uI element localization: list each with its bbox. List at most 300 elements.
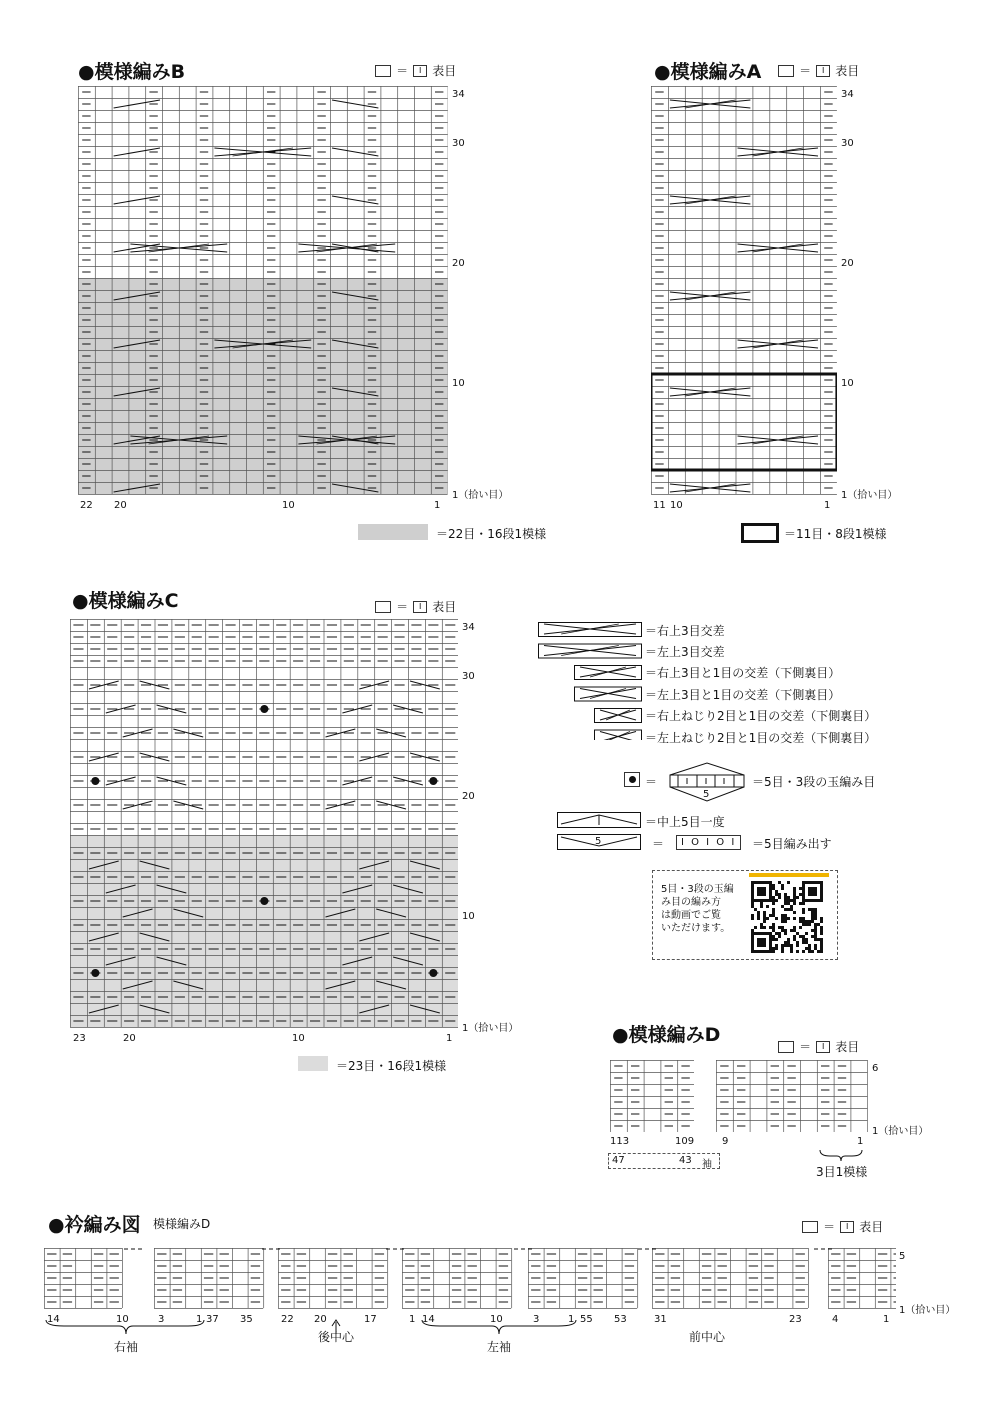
qr-module: [808, 920, 811, 923]
qr-module: [805, 938, 808, 941]
legend-left-3-1-cross: ＝左上3目と1目の交差（下側裏目）: [645, 688, 841, 702]
collar-col-14b: 14: [422, 1314, 435, 1325]
chart-c-row-34: 34: [462, 622, 475, 633]
qr-module: [805, 920, 808, 923]
qr-module: [772, 908, 775, 911]
qr-module: [802, 917, 805, 920]
cable-stroke: [752, 340, 803, 348]
qr-module: [802, 911, 805, 914]
cable-stroke: [561, 646, 619, 656]
chart-a-col-1: 1: [824, 500, 831, 511]
chart-c-grid: [70, 619, 458, 1029]
qr-module: [784, 917, 787, 920]
qr-module: [775, 890, 778, 893]
qr-module: [772, 950, 775, 953]
chart-c-repeat-note: ＝23目・16段1模様: [336, 1059, 447, 1073]
qr-module: [781, 905, 784, 908]
collar-col-37: 37: [206, 1314, 219, 1325]
collar-col-22: 22: [281, 1314, 294, 1325]
qr-accent-bar: [749, 873, 829, 877]
legend-right-3-cross: ＝右上3目交差: [645, 624, 725, 638]
equals-sign: ＝: [823, 1220, 836, 1234]
qr-module: [793, 890, 796, 893]
chart-d-repeat-note: 3目1模様: [816, 1165, 868, 1179]
chart-d-sleeve-label: 袖: [702, 1159, 712, 1170]
chart-b-row-20: 20: [452, 258, 465, 269]
chart-c-col-1: 1: [446, 1033, 453, 1044]
knit-label: 表目: [835, 64, 860, 78]
qr-module: [772, 923, 775, 926]
qr-module: [808, 944, 811, 947]
qr-module: [799, 917, 802, 920]
blank-cell-icon: [778, 1041, 794, 1053]
chart-c-repeat-swatch: [298, 1056, 328, 1071]
collar-block: [652, 1248, 809, 1309]
collar-col-55: 55: [580, 1314, 593, 1325]
qr-module: [793, 902, 796, 905]
chart-b-col-20: 20: [114, 500, 127, 511]
knit-label: 表目: [432, 64, 457, 78]
chart-a-title: ●模様編みA: [654, 61, 762, 83]
qr-module: [760, 926, 763, 929]
chart-a-symbol-legend: [778, 60, 859, 79]
chart-b-row-10: 10: [452, 378, 465, 389]
qr-module: [784, 893, 787, 896]
qr-note-text: 5目・3段の玉編 み目の編み方 は動画でご覧 いただけます。: [661, 884, 734, 934]
qr-module: [754, 908, 757, 911]
qr-module: [763, 920, 766, 923]
cable-stroke: [561, 624, 619, 634]
chart-c-col-10: 10: [292, 1033, 305, 1044]
qr-module: [751, 917, 754, 920]
collar-col-1a: 1: [196, 1314, 203, 1325]
chart-d-col-113: 113: [610, 1136, 630, 1147]
chart-c-row-10: 10: [462, 911, 475, 922]
qr-module: [790, 947, 793, 950]
qr-module: [817, 938, 820, 941]
qr-module: [790, 944, 793, 947]
qr-module: [793, 896, 796, 899]
qr-module: [799, 920, 802, 923]
qr-module: [790, 899, 793, 902]
qr-module: [784, 944, 787, 947]
qr-module: [760, 905, 763, 908]
qr-module: [820, 920, 823, 923]
qr-module: [775, 944, 778, 947]
qr-module: [790, 950, 793, 953]
qr-module: [784, 929, 787, 932]
qr-module: [781, 914, 784, 917]
qr-module: [754, 926, 757, 929]
qr-module: [808, 908, 811, 911]
qr-module: [781, 917, 784, 920]
collar-col-20: 20: [314, 1314, 327, 1325]
increase-equals: ＝: [652, 837, 665, 851]
chart-b-row-34: 34: [452, 89, 465, 100]
qr-module: [793, 938, 796, 941]
qr-module: [772, 926, 775, 929]
qr-module: [808, 950, 811, 953]
cable-stroke: [685, 292, 736, 300]
qr-module: [793, 935, 796, 938]
qr-module: [796, 950, 799, 953]
legend-left-twist-cross: ＝左上ねじり2目と1目の交差（下側裏目）: [645, 731, 877, 745]
chart-c-row-20: 20: [462, 791, 475, 802]
bobble-dot: [260, 705, 268, 713]
qr-module: [811, 950, 814, 953]
collar-col-1d: 1: [883, 1314, 890, 1325]
collar-col-3a: 3: [158, 1314, 165, 1325]
qr-module: [775, 947, 778, 950]
chart-a-col-11: 11: [653, 500, 666, 511]
qr-module: [820, 947, 823, 950]
collar-row-1: 1（拾い目）: [899, 1305, 956, 1316]
qr-module: [814, 935, 817, 938]
qr-module: [784, 908, 787, 911]
qr-finder: [757, 887, 766, 896]
qr-module: [784, 941, 787, 944]
equals-sign: ＝: [396, 600, 409, 614]
knit-symbol-icon: I: [413, 601, 427, 613]
qr-module: [772, 899, 775, 902]
qr-module: [811, 920, 814, 923]
qr-module: [787, 941, 790, 944]
chart-a-col-10: 10: [670, 500, 683, 511]
qr-module: [772, 902, 775, 905]
qr-module: [796, 941, 799, 944]
collar-block: [154, 1248, 264, 1309]
equals-sign: ＝: [799, 64, 812, 78]
knit-label: 表目: [432, 600, 457, 614]
qr-module: [784, 932, 787, 935]
cable-stroke: [590, 689, 626, 699]
chart-a-row-10: 10: [841, 378, 854, 389]
chart-d-brace-icon: [818, 1148, 864, 1162]
collar-left-sleeve: 左袖: [487, 1340, 512, 1354]
qr-module: [784, 920, 787, 923]
qr-module: [781, 887, 784, 890]
qr-module: [802, 941, 805, 944]
qr-module: [820, 926, 823, 929]
legend-left-3-cross: ＝左上3目交差: [645, 645, 725, 659]
qr-module: [820, 938, 823, 941]
chart-d-col-109: 109: [675, 1136, 695, 1147]
collar-back-center: 後中心: [318, 1330, 355, 1344]
cable-stroke: [233, 148, 293, 156]
collar-title: ●衿編み図: [48, 1214, 141, 1236]
qr-module: [781, 926, 784, 929]
collar-block: [44, 1248, 123, 1309]
qr-module: [811, 908, 814, 911]
chart-d-col-9: 9: [722, 1136, 729, 1147]
qr-module: [775, 917, 778, 920]
qr-module: [784, 914, 787, 917]
increase-count: 5: [595, 836, 602, 847]
qr-module: [772, 896, 775, 899]
qr-module: [772, 887, 775, 890]
qr-module: [787, 881, 790, 884]
qr-module: [802, 950, 805, 953]
collar-right-sleeve: 右袖: [114, 1340, 139, 1354]
qr-module: [757, 911, 760, 914]
qr-module: [802, 923, 805, 926]
qr-module: [799, 887, 802, 890]
qr-module: [814, 938, 817, 941]
cable-stroke: [752, 244, 803, 252]
qr-module: [772, 914, 775, 917]
chart-c-col-23: 23: [73, 1033, 86, 1044]
qr-module: [793, 893, 796, 896]
chart-d-title: ●模様編みD: [612, 1024, 721, 1046]
qr-module: [814, 944, 817, 947]
qr-module: [751, 929, 754, 932]
cable-stroke: [590, 667, 626, 677]
bobble-dot: [91, 777, 99, 785]
qr-module: [808, 923, 811, 926]
qr-module: [811, 917, 814, 920]
qr-module: [814, 923, 817, 926]
collar-col-35: 35: [240, 1314, 253, 1325]
qr-module: [793, 929, 796, 932]
chart-b-col-1: 1: [434, 500, 441, 511]
knit-label: 表目: [835, 1040, 860, 1054]
qr-module: [787, 896, 790, 899]
qr-module: [751, 905, 754, 908]
qr-module: [805, 932, 808, 935]
qr-module: [808, 947, 811, 950]
repeat-shade: [70, 835, 458, 1027]
qr-module: [775, 938, 778, 941]
qr-finder: [757, 938, 766, 947]
qr-module: [820, 917, 823, 920]
chart-d-sleeve-43: 43: [679, 1155, 692, 1166]
qr-module: [820, 944, 823, 947]
qr-module: [751, 902, 754, 905]
qr-module: [790, 908, 793, 911]
blank-cell-icon: [802, 1221, 818, 1233]
qr-module: [790, 905, 793, 908]
collar-block: [402, 1248, 512, 1309]
qr-module: [817, 923, 820, 926]
collar-subtitle: 模様編みD: [153, 1217, 211, 1231]
qr-module: [793, 911, 796, 914]
legend-right-3-1-cross: ＝右上3目と1目の交差（下側裏目）: [645, 666, 841, 680]
qr-module: [817, 950, 820, 953]
qr-module: [778, 881, 781, 884]
qr-module: [796, 896, 799, 899]
qr-module: [802, 908, 805, 911]
equals-sign: ＝: [396, 64, 409, 78]
qr-module: [772, 935, 775, 938]
qr-module: [787, 899, 790, 902]
qr-module: [814, 929, 817, 932]
qr-module: [751, 914, 754, 917]
qr-module: [757, 917, 760, 920]
collar-col-31: 31: [654, 1314, 667, 1325]
chart-d-sleeve-47: 47: [612, 1155, 625, 1166]
bobble-equals: ＝: [645, 775, 658, 789]
repeat-shade: [78, 278, 448, 494]
qr-module: [778, 926, 781, 929]
qr-module: [787, 908, 790, 911]
qr-module: [778, 893, 781, 896]
chart-d-col-1: 1: [857, 1136, 864, 1147]
collar-col-17: 17: [364, 1314, 377, 1325]
qr-module: [820, 929, 823, 932]
qr-finder: [808, 887, 817, 896]
qr-module: [814, 932, 817, 935]
bobble-count: 5: [703, 789, 710, 800]
chart-a-row-30: 30: [841, 138, 854, 149]
qr-module: [775, 899, 778, 902]
qr-module: [799, 893, 802, 896]
qr-module: [769, 914, 772, 917]
qr-module: [778, 932, 781, 935]
chart-a-repeat-note: ＝11目・8段1模様: [784, 527, 887, 541]
qr-module: [799, 902, 802, 905]
chart-c-col-20: 20: [123, 1033, 136, 1044]
chart-b-repeat-note: ＝22目・16段1模様: [436, 527, 547, 541]
collar-col-53: 53: [614, 1314, 627, 1325]
legend-right-twist-cross: ＝右上ねじり2目と1目の交差（下側裏目）: [645, 709, 877, 723]
increase-sequence: I O I O I: [676, 835, 741, 850]
chart-b-grid: [78, 86, 448, 496]
chart-d-symbol-legend: [778, 1036, 859, 1055]
qr-module: [781, 950, 784, 953]
chart-b-row-1: 1（拾い目）: [452, 490, 509, 501]
qr-module: [769, 926, 772, 929]
bobble-dot: [429, 777, 437, 785]
qr-module: [766, 917, 769, 920]
bobble-cell: [624, 772, 640, 787]
qr-module: [805, 941, 808, 944]
collar-symbol-legend: [802, 1216, 883, 1235]
bobble-dot: [91, 969, 99, 977]
qr-module: [784, 899, 787, 902]
collar-block: [828, 1248, 896, 1309]
cable-stroke: [752, 148, 803, 156]
qr-code-icon[interactable]: [751, 881, 823, 953]
equals-sign: ＝: [799, 1040, 812, 1054]
qr-module: [781, 920, 784, 923]
qr-module: [772, 947, 775, 950]
chart-a-row-20: 20: [841, 258, 854, 269]
qr-module: [811, 929, 814, 932]
chart-b-symbol-legend: [375, 60, 456, 79]
qr-module: [793, 926, 796, 929]
collar-col-1b: 1: [409, 1314, 416, 1325]
qr-module: [790, 929, 793, 932]
collar-col-1c: 1: [568, 1314, 575, 1325]
qr-module: [775, 932, 778, 935]
bobble-dot: [429, 969, 437, 977]
qr-module: [802, 938, 805, 941]
qr-module: [793, 887, 796, 890]
qr-module: [784, 896, 787, 899]
collar-col-10b: 10: [490, 1314, 503, 1325]
qr-module: [805, 923, 808, 926]
chart-b-col-10: 10: [282, 500, 295, 511]
collar-block: [528, 1248, 638, 1309]
qr-module: [814, 917, 817, 920]
qr-module: [793, 899, 796, 902]
qr-module: [763, 914, 766, 917]
cable-symbols: [538, 620, 642, 740]
qr-module: [784, 902, 787, 905]
chart-b-col-22: 22: [80, 500, 93, 511]
knit-symbol-icon: I: [816, 65, 830, 77]
cable-stroke: [685, 484, 736, 492]
collar-col-14a: 14: [47, 1314, 60, 1325]
qr-module: [799, 935, 802, 938]
qr-module: [760, 902, 763, 905]
qr-module: [814, 908, 817, 911]
chart-a-repeat-swatch: [741, 523, 779, 543]
qr-module: [811, 914, 814, 917]
qr-module: [820, 941, 823, 944]
qr-module: [799, 926, 802, 929]
chart-a-row-34: 34: [841, 89, 854, 100]
bobble-dot: [260, 897, 268, 905]
collar-row-5: 5: [899, 1251, 906, 1262]
chart-d-row-1: 1（拾い目）: [872, 1126, 929, 1137]
bobble-label: ＝5目・3段の玉編み目: [752, 775, 876, 789]
center-dec-symbol: [557, 812, 641, 828]
qr-module: [793, 917, 796, 920]
qr-module: [772, 938, 775, 941]
chart-c-row-1: 1（拾い目）: [462, 1023, 519, 1034]
qr-module: [802, 935, 805, 938]
chart-c-symbol-legend: [375, 596, 456, 615]
qr-module: [814, 947, 817, 950]
knit-symbol-icon: I: [413, 65, 427, 77]
chart-a-grid: [651, 86, 837, 496]
qr-module: [763, 917, 766, 920]
qr-module: [763, 926, 766, 929]
qr-module: [772, 884, 775, 887]
chart-b-row-30: 30: [452, 138, 465, 149]
knit-symbol-icon: I: [816, 1041, 830, 1053]
blank-cell-icon: [375, 65, 391, 77]
qr-module: [757, 914, 760, 917]
qr-module: [772, 929, 775, 932]
qr-module: [787, 917, 790, 920]
qr-module: [781, 947, 784, 950]
qr-module: [763, 911, 766, 914]
collar-col-23: 23: [789, 1314, 802, 1325]
qr-module: [820, 932, 823, 935]
qr-module: [781, 929, 784, 932]
qr-module: [796, 944, 799, 947]
qr-module: [766, 905, 769, 908]
cable-stroke: [606, 710, 630, 720]
knit-label: 表目: [859, 1220, 884, 1234]
collar-col-4: 4: [832, 1314, 839, 1325]
qr-module: [772, 911, 775, 914]
qr-module: [811, 911, 814, 914]
chart-d-row-6: 6: [872, 1063, 879, 1074]
qr-module: [814, 914, 817, 917]
increase-label: ＝5目編み出す: [752, 837, 832, 851]
cable-stroke: [752, 436, 803, 444]
qr-module: [814, 926, 817, 929]
collar-brace-icons: [44, 1318, 684, 1342]
qr-module: [802, 902, 805, 905]
qr-module: [775, 893, 778, 896]
qr-module: [796, 932, 799, 935]
qr-module: [820, 950, 823, 953]
collar-block: [278, 1248, 388, 1309]
